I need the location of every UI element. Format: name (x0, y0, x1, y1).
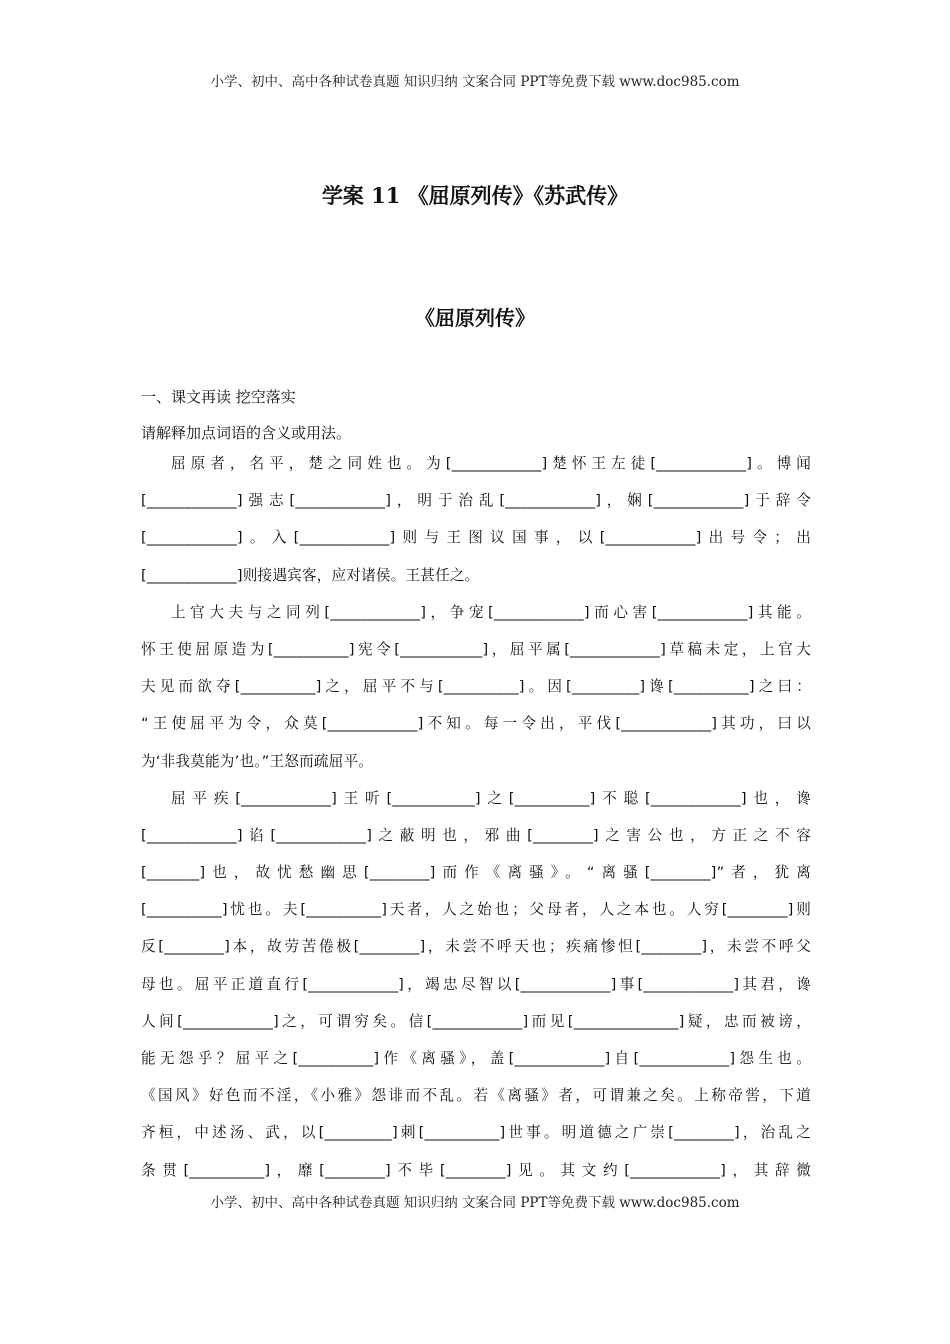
passage-line: 上官大夫与之同列[____________]，争宠[____________]而心害[____________]其能。 (171, 603, 811, 621)
passage-line: 怀王使屈原造为[__________]宪令[___________]，屈平属[____________]草稿未定，上官大 (141, 640, 811, 658)
passage-line: [____________]谄[____________]之蔽明也，邪曲[________]之害公也，方正之不容 (141, 826, 811, 844)
passage-line: 人间[____________]之，可谓穷矣。信[____________]而见[______________]疑，忠而被谤， (141, 1012, 811, 1030)
exercise-passage (141, 450, 811, 1194)
passage-line: 母也。屈平正道直行[____________]，竭忠尽智以[____________]事[____________]其君，谗 (141, 975, 811, 993)
passage-line: 齐桓，中述汤、武，以[_________]刺[__________]世事。明道德之广崇[________]，治乱之 (141, 1124, 811, 1142)
passage-line: [____________]。入[____________]则与王图议国事，以[____________]出号令；出 (141, 529, 811, 547)
page-header: 小学、初中、高中各种试卷真题 知识归纳 文案合同 PPT等免费下载 www.doc985.com (210, 74, 740, 90)
passage-line: 条贯[__________]，靡[________]不毕[________]见。其文约[____________]，其辞微 (141, 1161, 811, 1179)
section-heading: 一、课文再读 挖空落实 (141, 388, 296, 406)
page-footer: 小学、初中、高中各种试卷真题 知识归纳 文案合同 PPT等免费下载 www.doc985.com (210, 1195, 740, 1211)
passage-line: 夫见而欲夺[__________]之，屈平不与[__________]。因[_________]谗[__________]之曰： (141, 678, 811, 696)
passage-line: 屈平疾[____________]王听[___________]之[__________]不聪[____________]也，谗 (171, 789, 811, 807)
passage-line: “王使屈平为令，众莫[____________]不知。每一令出，平伐[____________]其功，曰以 (141, 715, 811, 733)
document-title: 学案 11 《屈原列传》《苏武传》 (321, 183, 629, 208)
passage-line: 能无怨乎？屈平之[__________]作《离骚》，盖[____________]自[____________]怨生也。 (141, 1050, 811, 1067)
section-subtitle: 《屈原列传》 (415, 306, 535, 330)
passage-line: [____________]强志[____________]，明于治乱[____________]，娴[____________]于辞令 (141, 492, 811, 510)
passage-line: 屈原者，名平，楚之同姓也。为[____________]楚怀王左徒[____________]。博闻 (171, 455, 811, 472)
passage-line: [__________]忧也。夫[__________]天者，人之始也；父母者，人之本也。人穷[________]则 (141, 901, 811, 919)
passage-line: [____________]则接遇宾客，应对诸侯。王甚任之。 (141, 566, 480, 584)
passage-line: 反[________]本，故劳苦倦极[________]，未尝不呼天也；疾痛惨怛[________]，未尝不呼父 (141, 938, 811, 956)
instruction-text: 请解释加点词语的含义或用法。 (141, 424, 352, 442)
passage-line: 《国风》好色而不淫，《小雅》怨诽而不乱。若《离骚》者，可谓兼之矣。上称帝喾，下道 (141, 1087, 811, 1105)
passage-line: [_______]也，故忧愁幽思[________]而作《离骚》。“离骚[________]”者，犹离 (141, 864, 811, 882)
passage-line: 为‘非我莫能为’也。”王怒而疏屈平。 (141, 752, 374, 770)
